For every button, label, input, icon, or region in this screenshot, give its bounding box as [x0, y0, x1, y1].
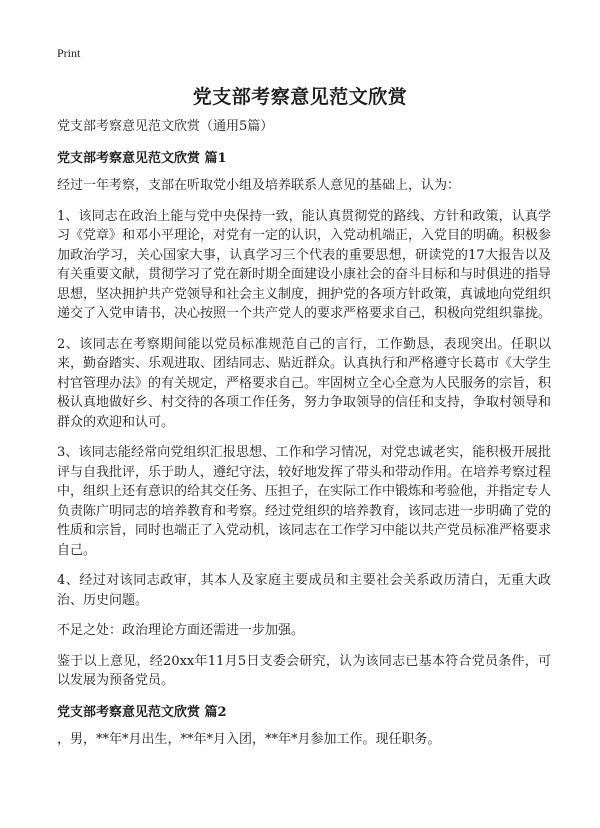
section-heading: 党支部考察意见范文欣赏 篇1 [57, 151, 227, 166]
document-subtitle: 党支部考察意见范文欣赏（通用5篇） [57, 119, 274, 134]
paragraph: 1、该同志在政治上能与党中央保持一致，能认真贯彻党的路线、方针和政策，认真学习《党章》和邓小平理论，对党有一定的认识，入党动机端正，入党目的明确。积极参加政治学习，关心国家大事，认真学习三个代表的重要思想，研读党的17大报告以及有关重要文献，贯彻学习了党在新时期全面建设小康社会的奋斗目标和与时俱进的指导思想，坚决拥护共产党领导和社会主义制度，拥护党的各项方针政策，真诚地向党组织递交了入党申请书，决心按照一个共产党人的要求严格要求自己，积极向党组织靠拢。 [57, 208, 552, 321]
document-title: 党支部考察意见范文欣赏 [192, 86, 408, 108]
section-1 [57, 148, 551, 691]
paragraph: 鉴于以上意见，经20xx年11月5日支委会研究，认为该同志已基本符合党员条件，可以发展为预备党员。 [57, 653, 551, 688]
paragraph: 3、该同志能经常向党组织汇报思想、工作和学习情况，对党忠诚老实，能积极开展批评与自我批评，乐于助人，遵纪守法，较好地发挥了带头和带动作用。在培养考察过程中，组织上还有意识的给其交任务、压担子，在实际工作中锻炼和考验他，并指定专人负责陈广明同志的培养教育和考察。经过党组织的培养教育，该同志进一步明确了党的性质和宗旨，同时也端正了入党动机，该同志在工作学习中能以共产党员标准严格要求自己。 [57, 445, 552, 558]
paragraph: 4、经过对该同志政审，其本人及家庭主要成员和主要社会关系政历清白，无重大政治、历史问题。 [57, 573, 551, 608]
paragraph: ，男，**年*月出生，**年*月入团，**年*月参加工作。现任职务。 [57, 731, 441, 747]
paragraph: 2、该同志在考察期间能以党员标准规范自己的言行，工作勤恳，表现突出。任职以来，勤奋踏实、乐观进取、团结同志、贴近群众。认真执行和严格遵守长葛市《大学生村官管理办法》的有关规定，严格要求自己。牢固树立全心全意为人民服务的宗旨，积极认真地做好乡、村交待的各项工作任务，努力争取领导的信任和支持，争取村领导和群众的欢迎和认可。 [57, 336, 552, 430]
section-2 [57, 702, 551, 750]
paragraph: 不足之处：政治理论方面还需进一步加强。 [57, 623, 305, 638]
document-body [57, 116, 551, 760]
print-label: Print [57, 46, 81, 60]
section-heading: 党支部考察意见范文欣赏 篇2 [57, 704, 227, 720]
paragraph: 经过一年考察，支部在听取党小组及培养联系人意见的基础上，认为： [57, 178, 461, 193]
